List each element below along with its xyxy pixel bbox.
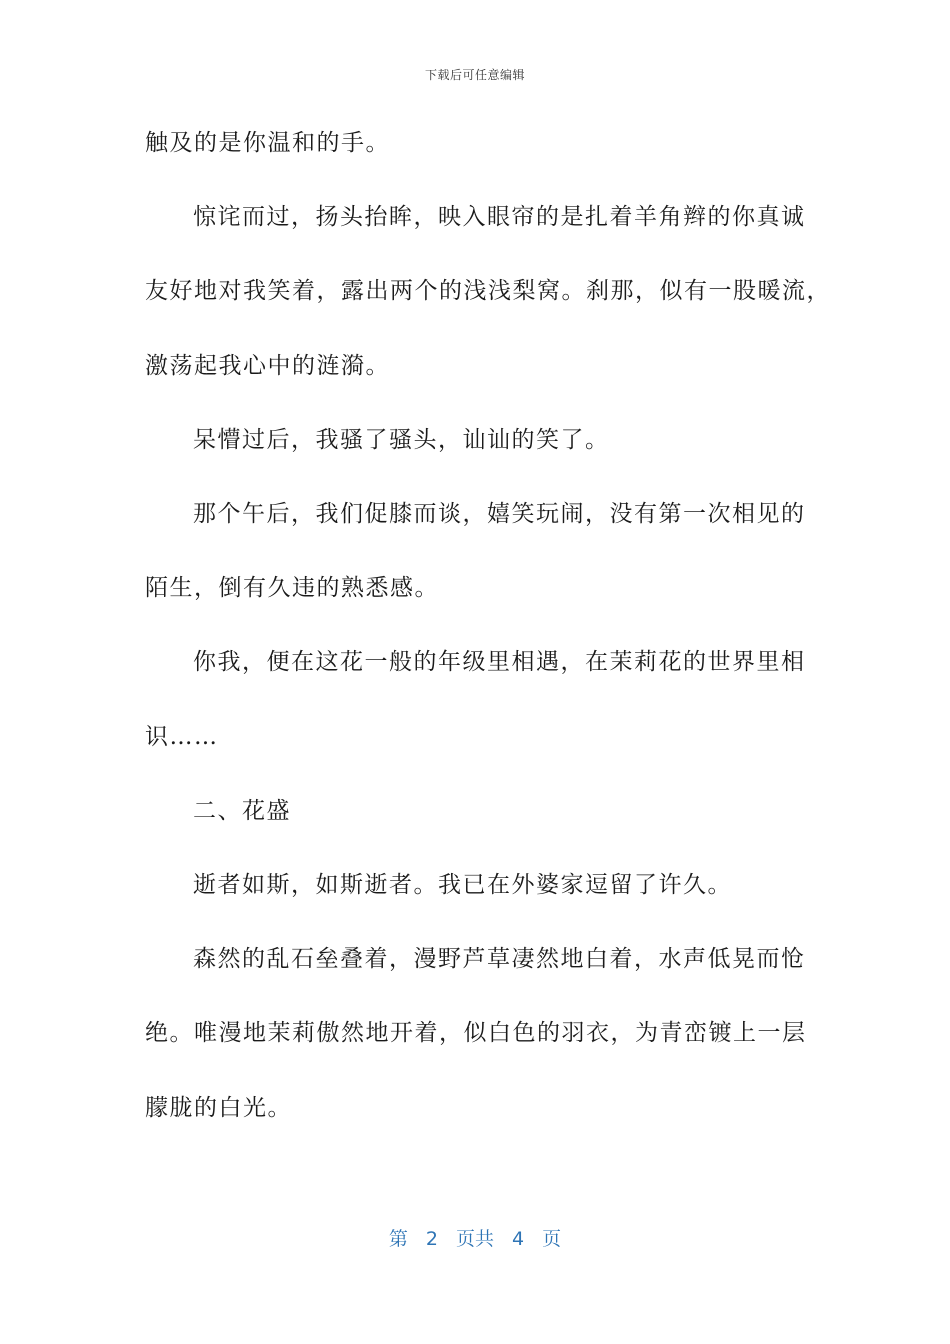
- footer-middle: 页共: [455, 1228, 494, 1250]
- text-line: 呆懵过后，我骚了骚头，讪讪的笑了。: [193, 427, 610, 453]
- text-line: 绝。唯漫地茉莉傲然地开着，似白色的羽衣，为青峦镀上一层: [145, 1020, 807, 1046]
- text-line: 那个午后，我们促膝而谈，嬉笑玩闹，没有第一次相见的: [193, 501, 806, 527]
- footer-page-number: 2: [425, 1228, 438, 1250]
- footer-prefix: 第: [388, 1228, 408, 1250]
- text-line: 森然的乱石垒叠着，漫野芦草凄然地白着，水声低晃而怆: [193, 946, 806, 972]
- text-line: 惊诧而过，扬头抬眸，映入眼帘的是扎着羊角辫的你真诚: [193, 204, 806, 230]
- page-footer: [0, 1224, 950, 1251]
- text-line: 朦胧的白光。: [145, 1095, 292, 1121]
- text-line: 逝者如斯，如斯逝者。我已在外婆家逗留了许久。: [193, 872, 732, 898]
- text-line: 你我，便在这花一般的年级里相遇，在茉莉花的世界里相: [193, 649, 806, 675]
- text-line: 触及的是你温和的手。: [145, 130, 390, 156]
- text-line: 陌生，倒有久违的熟悉感。: [145, 575, 439, 601]
- section-heading: 二、花盛: [193, 798, 291, 824]
- text-line: 友好地对我笑着，露出两个的浅浅梨窝。刹那，似有一股暖流，: [145, 278, 831, 304]
- footer-suffix: 页: [542, 1228, 562, 1250]
- text-line: 激荡起我心中的涟漪。: [145, 353, 390, 379]
- footer-total-pages: 4: [512, 1228, 525, 1250]
- text-line: 识……: [145, 724, 219, 750]
- page-header: 下载后可任意编辑: [424, 68, 525, 82]
